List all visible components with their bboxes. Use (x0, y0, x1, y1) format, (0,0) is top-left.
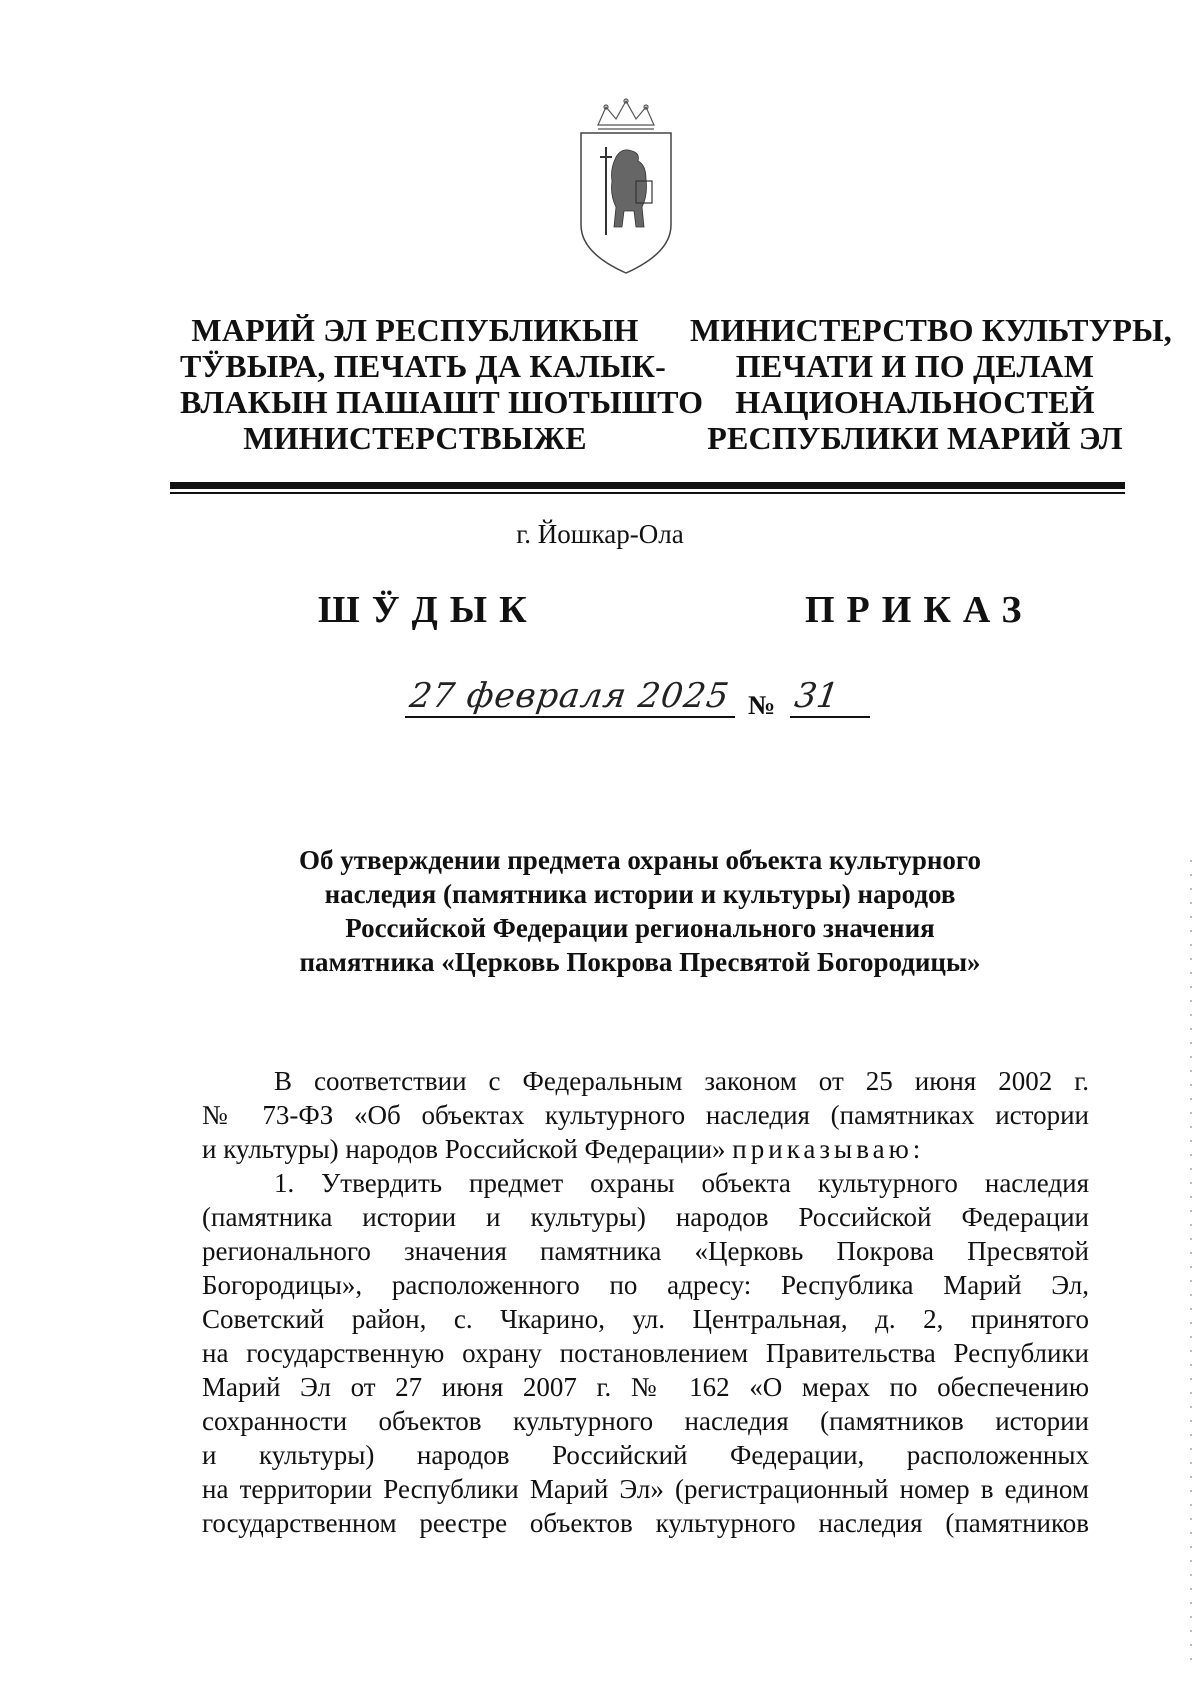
order-word: приказываю: (732, 1134, 925, 1164)
ministry-name-mari (180, 312, 704, 456)
ministry-name-russian (690, 312, 1172, 456)
body-line: Марий Эл от 27 июня 2007 г. № 162 «О мерах по обеспечению (202, 1372, 1089, 1402)
body-line: № 73-ФЗ «Об объектах культурного наследия (памятниках истории (202, 1100, 1089, 1130)
body-line-text: и культуры) народов Российской Федерации» (202, 1134, 733, 1164)
number-underline (790, 716, 870, 718)
body-line: 1. Утвердить предмет охраны объекта культурного наследия (274, 1168, 1089, 1198)
document-title-line: наследия (памятника истории и культуры) народов (324, 879, 956, 909)
header-divider-thin (170, 492, 1125, 494)
body-line: Советский район, с. Чкарино, ул. Центральная, д. 2, принятого (202, 1304, 1089, 1334)
document-title-line: Российской Федерации регионального значения (345, 913, 935, 943)
ministry-name-russian-line: НАЦИОНАЛЬНОСТЕЙ (735, 384, 1095, 420)
ministry-name-mari-line: ВЛАКЫН ПАШАШТ ШОТЫШТО (180, 384, 704, 420)
body-line: на территории Республики Марий Эл» (регистрационный номер в едином (202, 1474, 1089, 1504)
ministry-name-russian-line: ПЕЧАТИ И ПО ДЕЛАМ (735, 348, 1095, 384)
body-line: регионального значения памятника «Церковь Покрова Пресвятой (202, 1236, 1089, 1266)
coat-of-arms-emblem (576, 95, 676, 280)
date-underline (405, 716, 735, 718)
ministry-name-mari-line: ТӰВЫРА, ПЕЧАТЬ ДА КАЛЫК- (180, 348, 667, 384)
ministry-name-russian-line: МИНИСТЕРСТВО КУЛЬТУРЫ, (690, 312, 1172, 348)
body-line: на государственную охрану постановлением Правительства Республики (202, 1338, 1089, 1368)
paragraph-item-1 (202, 1166, 1089, 1540)
body-line (202, 1132, 1089, 1166)
number-sign: № (748, 690, 776, 720)
body-line: (памятника истории и культуры) народов Российской Федерации (202, 1202, 1089, 1232)
header-divider-thick (170, 482, 1125, 489)
paragraph-preamble (202, 1064, 1089, 1166)
doc-type-russian: ПРИКАЗ (805, 589, 1034, 631)
doc-type-mari: ШӰДЫК (318, 589, 539, 631)
body-line: сохранности объектов культурного наследия (памятников истории (202, 1406, 1089, 1436)
body-line: В соответствии с Федеральным законом от 25 июня 2002 г. (274, 1066, 1089, 1096)
body-line: государственном реестре объектов культурного наследия (памятников (202, 1508, 1089, 1538)
handwritten-date: 27 февраля 2025 (407, 676, 732, 716)
scan-margin-artifact (1190, 860, 1192, 1660)
document-title-line: памятника «Церковь Покрова Пресвятой Богородицы» (299, 947, 981, 977)
document-title-line: Об утверждении предмета охраны объекта культурного (299, 845, 981, 875)
ministry-name-russian-line: РЕСПУБЛИКИ МАРИЙ ЭЛ (707, 420, 1123, 456)
ministry-name-mari-line: МАРИЙ ЭЛ РЕСПУБЛИКЫН (191, 312, 639, 348)
ministry-name-mari-line: МИНИСТЕРСТВЫЖЕ (243, 420, 587, 456)
body-line: и культуры) народов Российский Федерации, расположенных (202, 1440, 1089, 1470)
city-name: г. Йошкар-Ола (516, 519, 684, 549)
document-body (202, 1064, 1089, 1540)
handwritten-number: 31 (792, 676, 842, 716)
body-line: Богородицы», расположенного по адресу: Республика Марий Эл, (202, 1270, 1089, 1300)
document-title (200, 843, 1080, 979)
